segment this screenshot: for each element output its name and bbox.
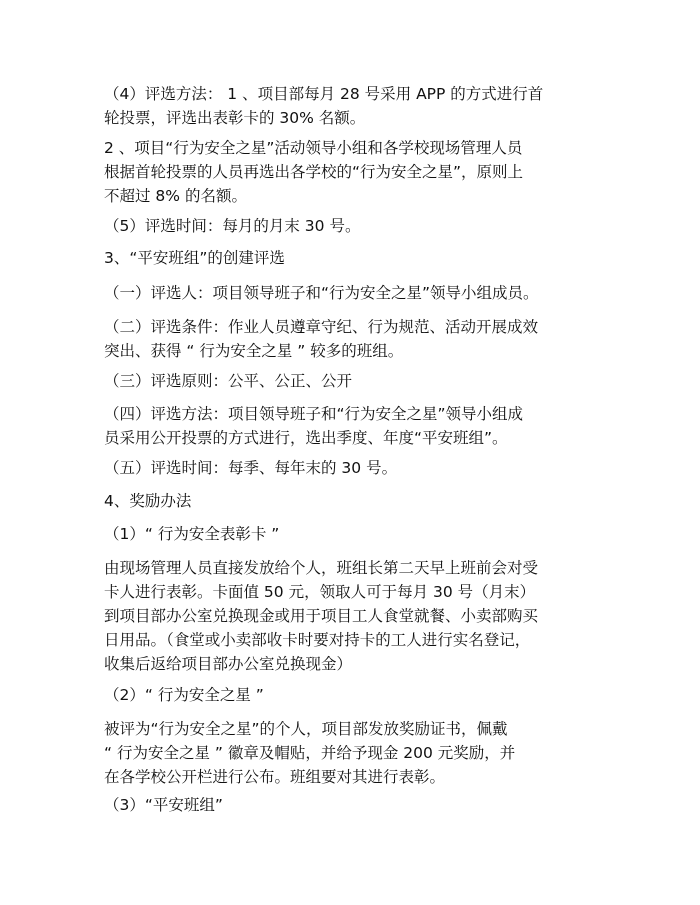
paragraph-safety-star-details: 被评为“行为安全之星”的个人，项目部发放奖励证书，佩戴 “ 行为安全之星 ” 徽章及帽贴，并给予现金 200 元奖励，并 在各学校公开栏进行公布。班组要对其进行表彰。 [104, 720, 516, 786]
subheading-safety-star: （2）“ 行为安全之星 ” [104, 686, 264, 704]
subheading-safety-card: （1）“ 行为安全表彰卡 ” [104, 525, 280, 543]
paragraph-team-evaluation-method: （四）评选方法：项目领导班子和“行为安全之星”领导小组成 员采用公开投票的方式进行，选出季度、年度“平安班组”。 [104, 405, 524, 447]
paragraph-evaluation-method-2: 2 、项目“行为安全之星”活动领导小组和各学校现场管理人员 根据首轮投票的人员再选出各学校的“行为安全之星”，原则上 不超过 8% 的名额。 [104, 139, 524, 205]
paragraph-safety-card-details: 由现场管理人员直接发放给个人，班组长第二天早上班前会对受 卡人进行表彰。卡面值 50 元，领取人可于每月 30 号（月末） 到项目部办公室兑换现金或用于项目工人食堂就餐、小卖部购买 日用品。（食堂或小卖部收卡时要对持卡的工人进行实名登记， 收集后返给项目部办公室兑换现金） [104, 559, 539, 673]
paragraph-evaluation-principles: （三）评选原则：公平、公正、公开 [104, 372, 353, 390]
paragraph-evaluators: （一）评选人：项目领导班子和“行为安全之星”领导小组成员。 [104, 284, 539, 302]
subheading-safe-team: （3）“平安班组” [104, 796, 223, 814]
section-heading-rewards: 4、奖励办法 [104, 492, 192, 510]
paragraph-evaluation-time: （5）评选时间：每月的月末 30 号。 [104, 217, 361, 235]
paragraph-evaluation-method-1: （4）评选方法： 1 、项目部每月 28 号采用 APP 的方式进行首 轮投票，评选出表彰卡的 30% 名额。 [104, 85, 544, 127]
paragraph-team-evaluation-time: （五）评选时间：每季、每年末的 30 号。 [104, 459, 398, 477]
section-heading-safe-team: 3、“平安班组”的创建评选 [104, 249, 285, 267]
paragraph-evaluation-conditions: （二）评选条件：作业人员遵章守纪、行为规范、活动开展成效 突出、获得 “ 行为安全之星 ” 较多的班组。 [104, 318, 539, 360]
